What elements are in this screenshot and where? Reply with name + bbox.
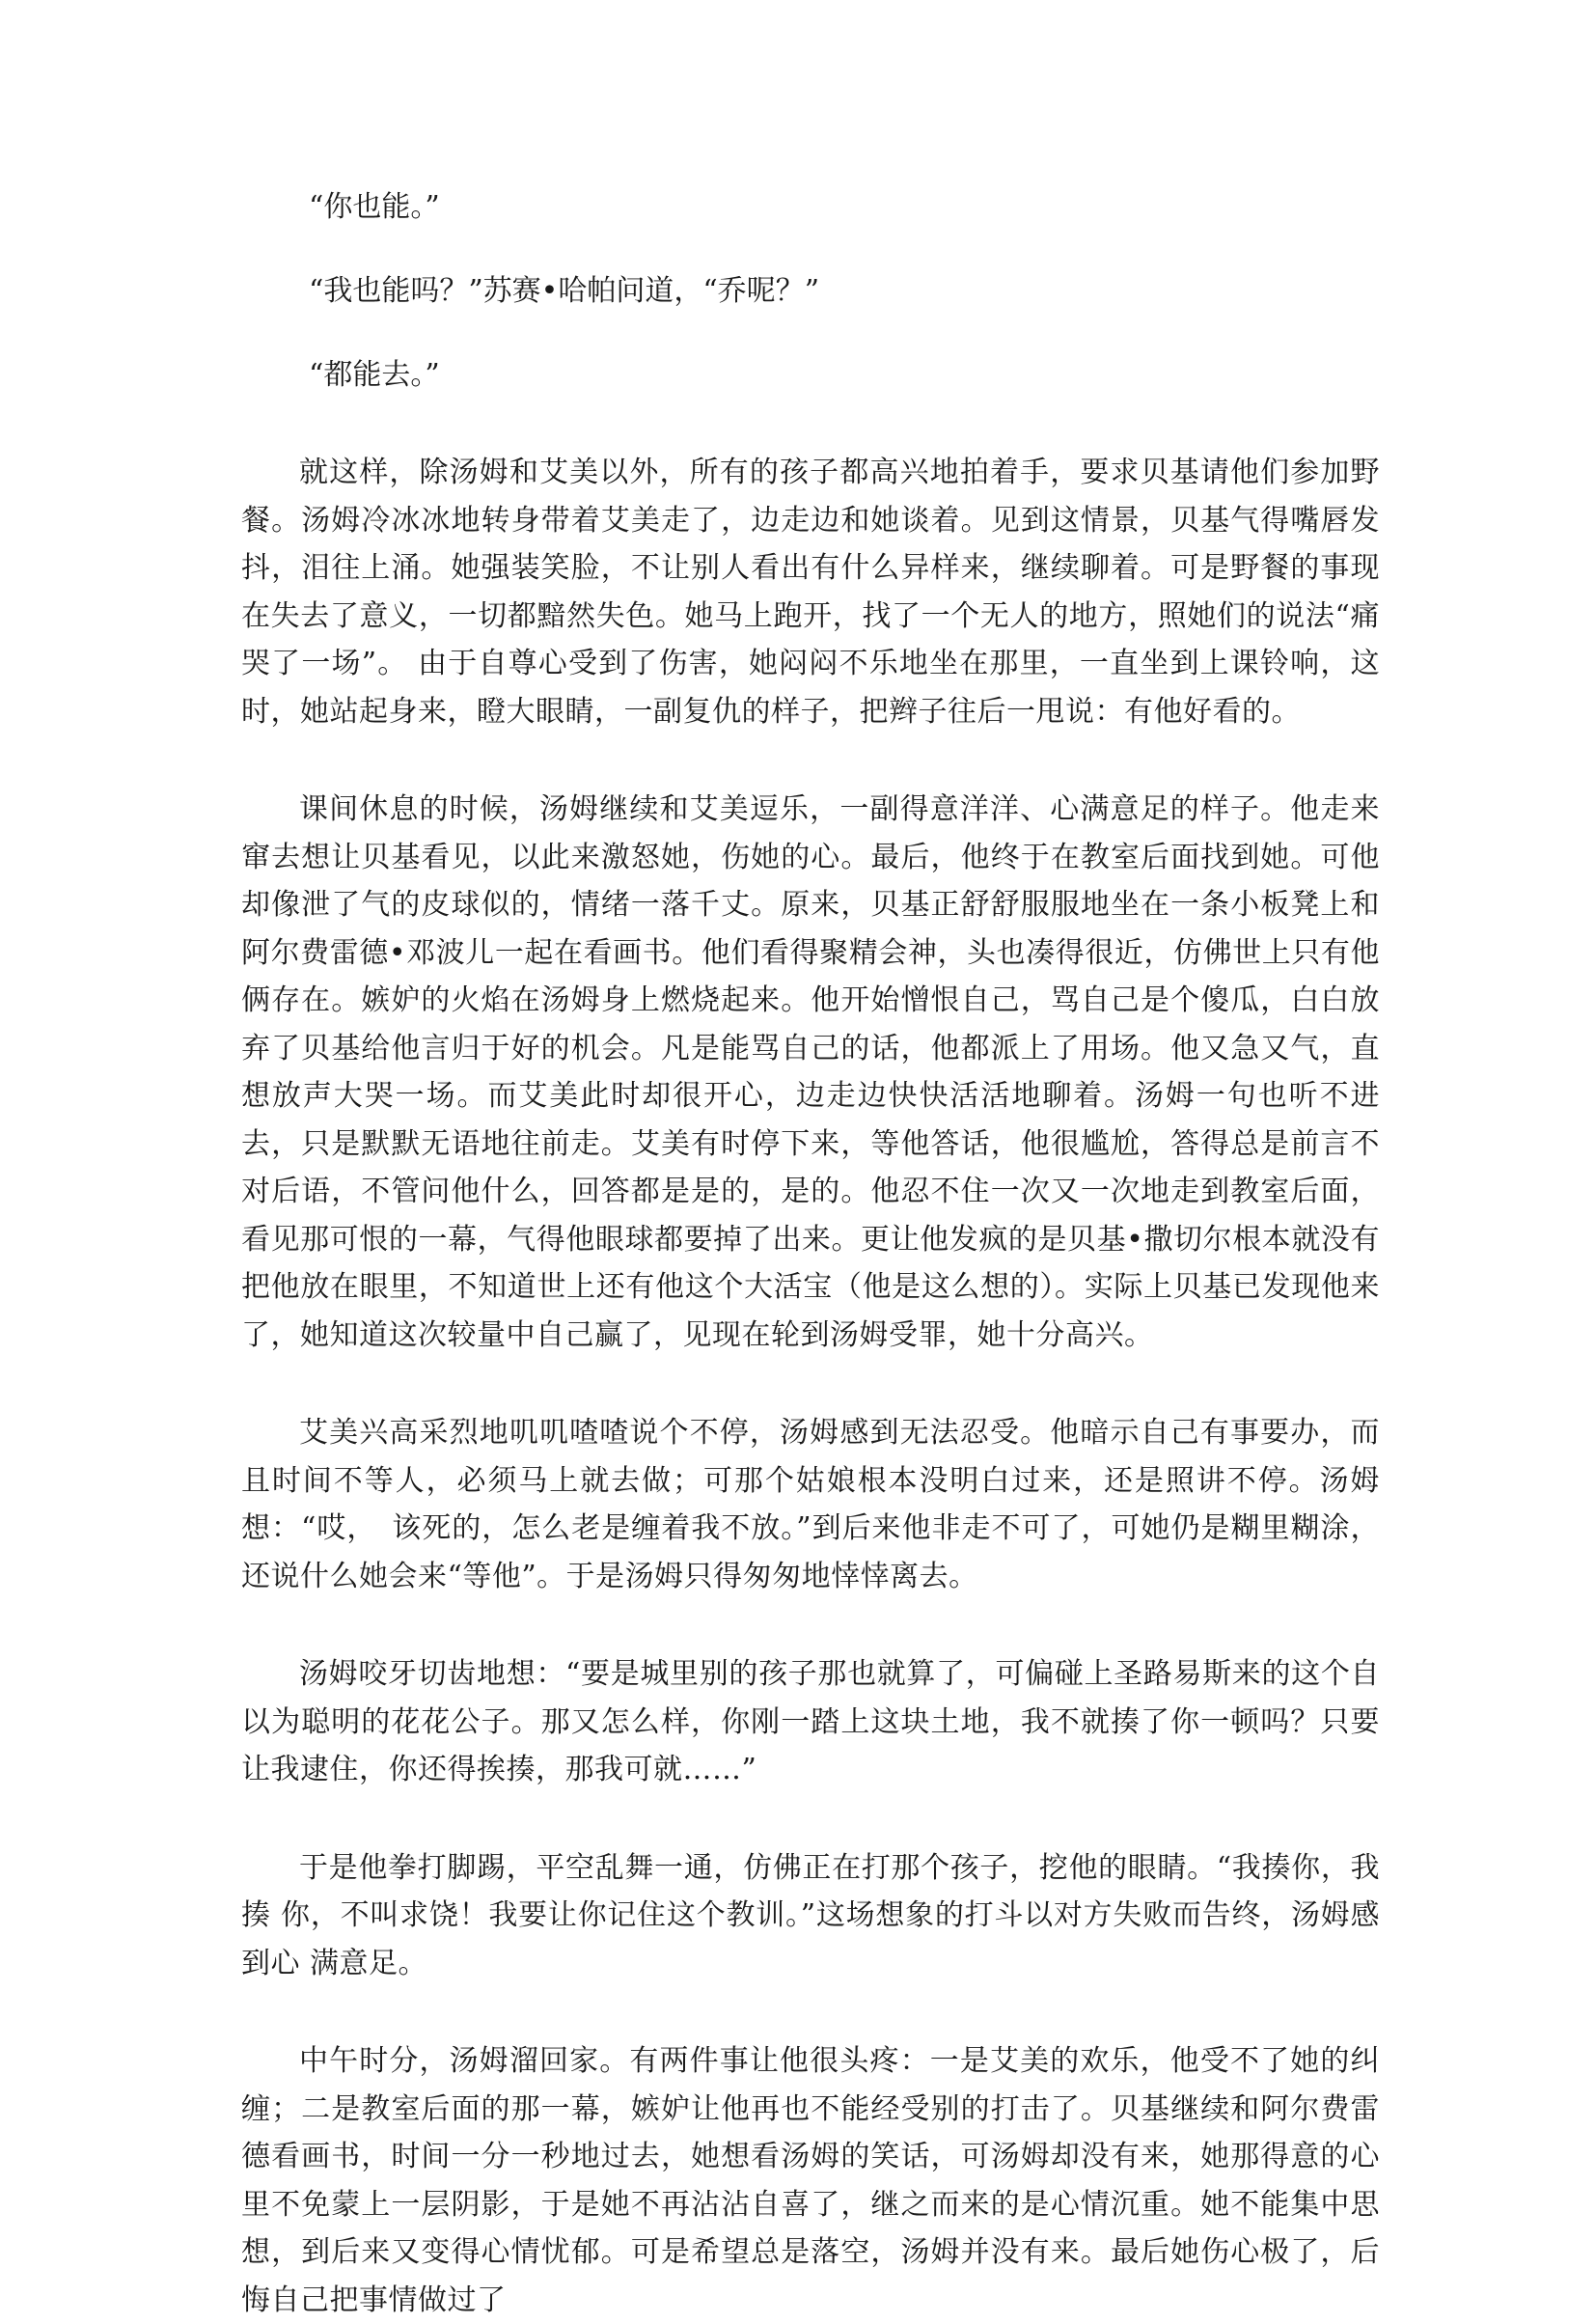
paragraph: 艾美兴高采烈地叽叽喳喳说个不停，汤姆感到无法忍受。他暗示自己有事要办，而且时间不等人，必须马上就去做；可那个姑娘根本没明白过来，还是照讲不停。汤姆想：“哎， 该死的，怎么老是缠着我不放。”到后来他非走不可了，可她仍是糊里糊涂，还说什么她会来“等他”。于是汤姆只得匆匆地悻悻离去。 — [241, 1416, 1380, 1593]
paragraph: 课间休息的时候，汤姆继续和艾美逗乐，一副得意洋洋、心满意足的样子。他走来窜去想让贝基看见，以此来激怒她，伤她的心。最后，他终于在教室后面找到她。可他却像泄了气的皮球似的，情绪一落千丈。原来，贝基正舒舒服服地坐在一条小板凳上和阿尔费雷德•邓波儿一起在看画书。他们看得聚精会神，头也凑得很近，仿佛世上只有他俩存在。嫉妒的火焰在汤姆身上燃烧起来。他开始憎恨自己，骂自己是个傻瓜，白白放弃了贝基给他言归于好的机会。凡是能骂自己的话，他都派上了用场。他又急又气，直想放声大哭一场。而艾美此时却很开心，边走边快快活活地聊着。汤姆一句也听不进去，只是默默无语地往前走。艾美有时停下来，等他答话，他很尴尬，答得总是前言不对后语，不管问他什么，回答都是是的，是的。他忍不住一次又一次地走到教室后面，看见那可恨的一幕，气得他眼球都要掉了出来。更让他发疯的是贝基•撒切尔根本就没有把他放在眼里，不知道世上还有他这个大活宝（他是这么想的）。实际上贝基已发现他来了，她知道这次较量中自己赢了，见现在轮到汤姆受罪，她十分高兴。 — [241, 792, 1380, 1352]
paragraph: “我也能吗？”苏赛•哈帕问道，“乔呢？” — [309, 274, 820, 308]
paragraph: 于是他拳打脚踢，平空乱舞一通，仿佛正在打那个孩子，挖他的眼睛。“我揍你，我揍 你，不叫求饶！我要让你记住这个教训。”这场想象的打斗以对方失败而告终，汤姆感到心 满意足。 — [241, 1850, 1380, 1980]
paragraph: 汤姆咬牙切齿地想：“要是城里别的孩子那也就算了，可偏碰上圣路易斯来的这个自以为聪明的花花公子。那又怎么样，你刚一踏上这块土地，我不就揍了你一顿吗？只要让我逮住，你还得挨揍，那我可就……” — [241, 1657, 1380, 1786]
paragraph: “都能去。” — [309, 358, 440, 392]
paragraph: “你也能。” — [309, 190, 440, 224]
paragraph: 中午时分，汤姆溜回家。有两件事让他很头疼：一是艾美的欢乐，他受不了她的纠缠；二是教室后面的那一幕，嫉妒让他再也不能经受别的打击了。贝基继续和阿尔费雷德看画书，时间一分一秒地过去，她想看汤姆的笑话，可汤姆却没有来，她那得意的心里不免蒙上一层阴影，于是她不再沾沾自喜了，继之而来的是心情沉重。她不能集中思想，到后来又变得心情忧郁。可是希望总是落空，汤姆并没有来。最后她伤心极了，后悔自己把事情做过了 — [241, 2044, 1380, 2317]
document-page — [241, 183, 1380, 2324]
paragraph: 就这样，除汤姆和艾美以外，所有的孩子都高兴地拍着手，要求贝基请他们参加野餐。汤姆冷冰冰地转身带着艾美走了，边走边和她谈着。见到这情景，贝基气得嘴唇发抖，泪往上涌。她强装笑脸，不让别人看出有什么异样来，继续聊着。可是野餐的事现在失去了意义，一切都黯然失色。她马上跑开，找了一个无人的地方，照她们的说法“痛哭了一场”。 由于自尊心受到了伤害，她闷闷不乐地坐在那里，一直坐到上课铃响，这时，她站起身来，瞪大眼睛，一副复仇的样子，把辫子往后一甩说：有他好看的。 — [241, 456, 1380, 729]
